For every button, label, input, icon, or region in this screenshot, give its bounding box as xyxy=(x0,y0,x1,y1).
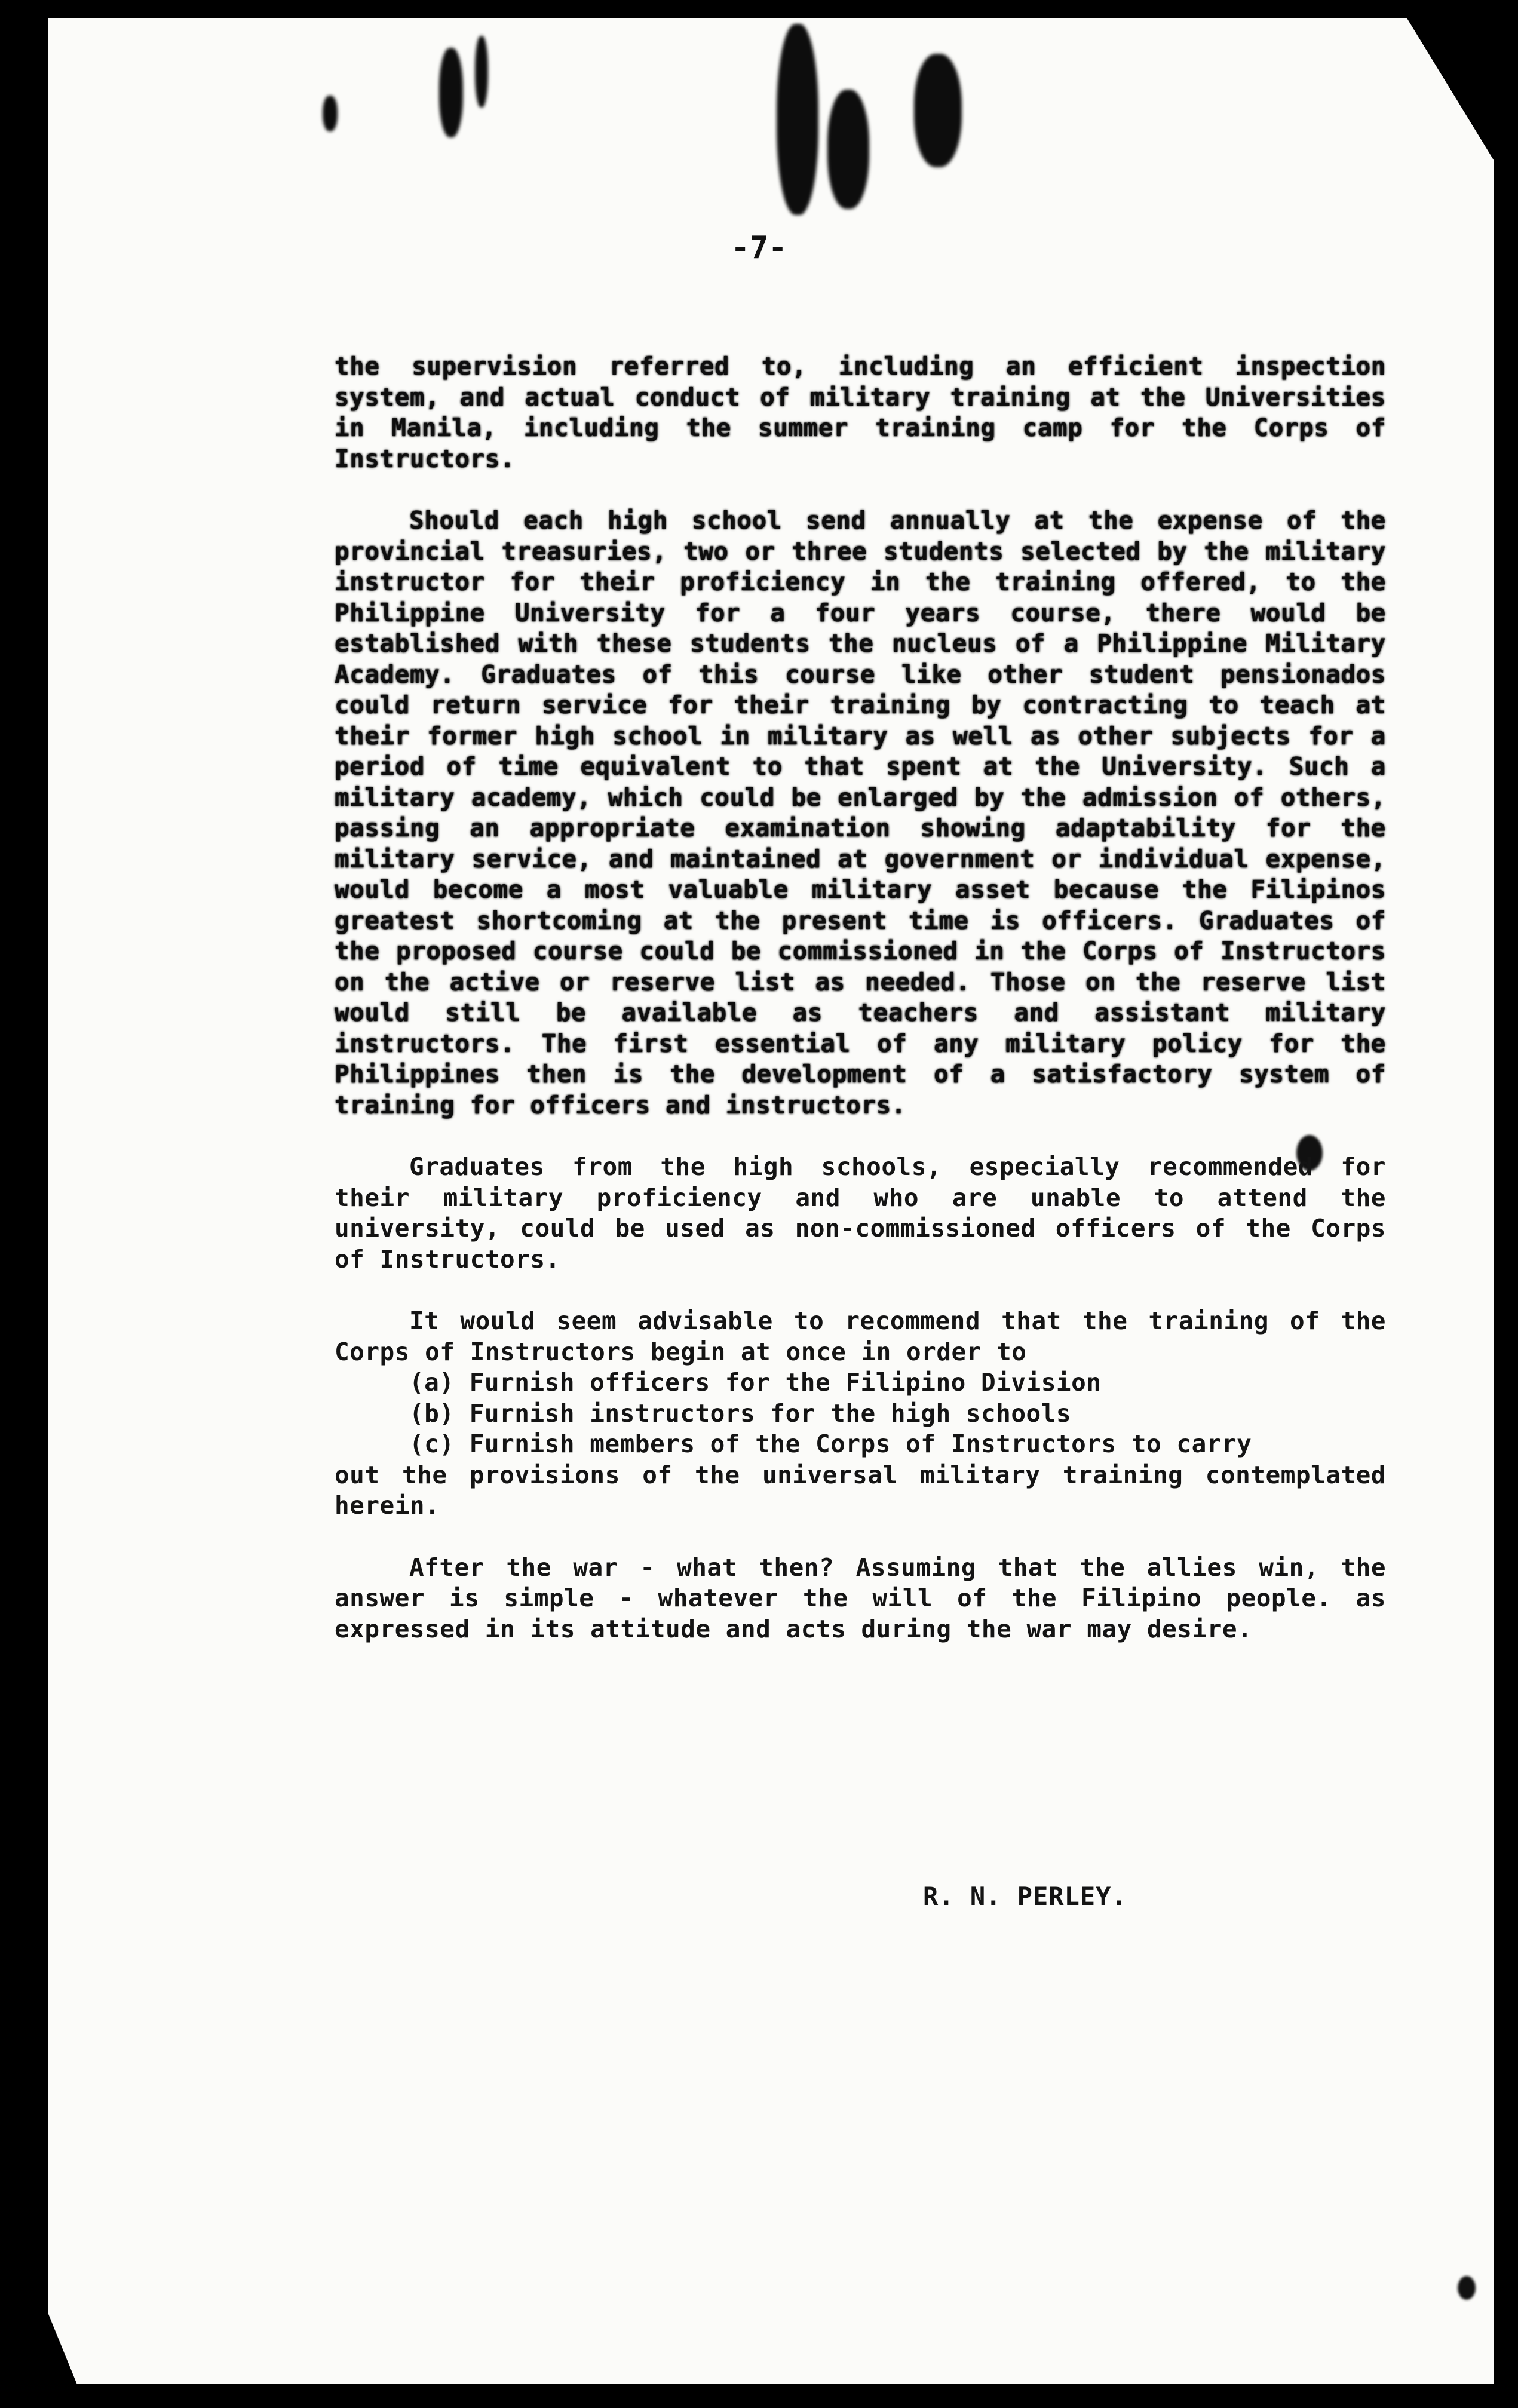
signature: R. N. PERLEY. xyxy=(923,1882,1127,1911)
list-continuation: out the provisions of the universal military training contemplated herein. xyxy=(335,1460,1386,1520)
list xyxy=(409,1367,1386,1460)
list-item: (a) Furnish officers for the Filipino Division xyxy=(409,1368,1102,1397)
ink-smudge xyxy=(777,24,818,215)
ink-smudge xyxy=(827,90,869,209)
list-item: (c) Furnish members of the Corps of Instructors to carry xyxy=(409,1430,1252,1458)
paragraph: Graduates from the high schools, especially recommended for their military proficiency and who are unable to attend the university, could be used as non-commissioned officers of the Corps of Instructors. xyxy=(335,1152,1386,1274)
ink-spot xyxy=(1458,2276,1476,2300)
paragraph: Should each high school send annually at the expense of the provincial treasuries, two or three students selected by the military instructor for their proficiency in the training offered, to the Philippine University for a four years course, there would be established with these students the nucleus of a Philippine Military Academy. Graduates of this course like other student pensionados could return service for their training by contracting to teach at their former high school in military as well as other subjects for a period of time equivalent to that spent at the University. Such a military academy, which could be enlarged by the admission of others, passing an appropriate examination showing adaptability for the military service, and maintained at government or individual expense, would become a most valuable military asset because the Filipinos greatest shortcoming at the present time is officers. Graduates of the proposed course could be commissioned in the Corps of Instructors on the active or reserve list as needed. Those on the reserve list would still be available as teachers and assistant military instructors. The first essential of any military policy for the Philippines then is the development of a satisfactory system of training for officers and instructors. xyxy=(335,506,1386,1119)
paragraph: the supervision referred to, including an efficient inspection system, and actual conduct of military training at the Universities in Manila, including the summer training camp for the Corps of Instructors. xyxy=(335,352,1386,473)
paragraph: It would seem advisable to recommend that the training of the Corps of Instructors begin at once in order to xyxy=(335,1306,1386,1366)
page-number: -7- xyxy=(731,230,787,266)
ink-smudge xyxy=(475,36,488,108)
ink-smudge xyxy=(439,48,463,137)
closing-paragraph: After the war - what then? Assuming that the allies win, the answer is simple - whatever the will of the Filipino people. as expressed in its attitude and acts during the war may desire. xyxy=(335,1553,1386,1643)
letter-body xyxy=(335,351,1386,1676)
list-item: (b) Furnish instructors for the high schools xyxy=(409,1398,1072,1428)
ink-smudge xyxy=(323,96,338,131)
ink-smudge xyxy=(914,54,962,167)
